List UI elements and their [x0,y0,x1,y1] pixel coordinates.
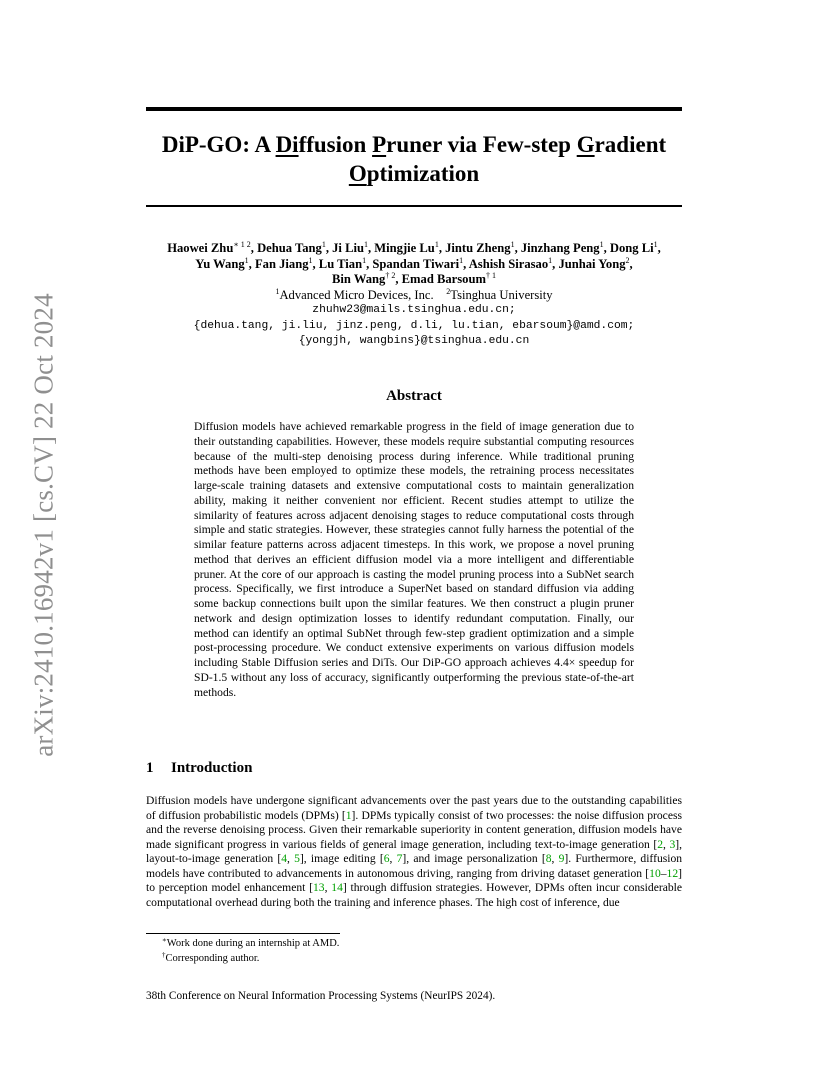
title-underlined-3: G [576,132,595,157]
citation-link[interactable]: 8 [545,852,552,866]
email-line-1[interactable]: zhuhw23@mails.tsinghua.edu.cn; [312,304,516,316]
author-name: Ashish Sirasao [468,256,549,271]
author-affiliation-mark: 1 [308,255,313,265]
footnotes [146,936,339,966]
footnote-rule [146,933,340,934]
citation-link[interactable]: 5 [294,852,300,866]
citation-link[interactable]: 14 [331,881,343,895]
author-block [120,241,708,350]
title-bottom-rule [146,205,682,207]
footnote-mark: † [162,951,166,959]
intro-text: ], and image personalization [ [402,852,546,866]
title-underlined-2: P [372,132,387,157]
author-affiliation-mark: 1 [321,240,326,249]
title-text-1: DiP-GO: A [161,132,276,157]
author-affiliation-mark: 1 [599,240,604,249]
section-heading-introduction [146,760,252,777]
author-affiliation-mark: 1 [434,240,439,249]
intro-text: , [287,852,295,866]
title-text-4: radient [594,132,667,157]
author-name: Ji Liu [332,241,364,255]
section-title: Introduction [171,760,253,776]
citation-link[interactable]: 7 [396,852,403,866]
footnote-mark: ∗ [162,936,167,944]
author-name: Mingjie Lu [374,241,435,255]
footnote [146,936,339,951]
author-name: Lu Tian [318,256,363,271]
intro-text: , [389,852,397,866]
author-affiliation-mark: 1 [363,240,368,249]
citation-link[interactable]: 2 [657,837,663,851]
author-name: Haowei Zhu [167,241,234,255]
author-affiliation-mark: 1 [548,255,553,265]
author-line-1: Haowei Zhu$^{∗ 1 2}$, Dehua Tang$^1$, Ji Liu$^1$, Mingjie Lu$^1$, Jintu Zheng$^1$, Jinzhang Peng$^1$, Dong Li$^1$, [167,240,661,255]
author-name: Jinzhang Peng [520,241,600,255]
abstract-heading: Abstract [386,388,442,404]
affiliation-2-mark: 2 [446,286,451,296]
author-name: Spandan Tiwari [372,256,460,271]
citation-link[interactable]: 3 [669,837,676,851]
title-text-3: runer via Few-step [386,132,577,157]
affiliation-1-mark: 1 [275,286,280,296]
citation-link[interactable]: 9 [558,852,565,866]
intro-text: ] through diffusion strategies. However, DPMs often incur considerable computational overhead during both the training and inference phases. The high cost of inference, due [146,881,683,909]
intro-text: , [551,852,559,866]
citation-link[interactable]: 1 [345,808,352,822]
venue-footer: 38th Conference on Neural Information Processing Systems (NeurIPS 2024). [146,990,496,1002]
email-line-2[interactable]: {dehua.tang, ji.liu, jinz.peng, d.li, lu.tian, ebarsoum}@amd.com; [193,319,635,332]
citation-link[interactable]: 12 [666,866,679,880]
footnote-text: Work done during an internship at AMD. [166,938,340,949]
email-line-3[interactable]: {yongjh, wangbins}@tsinghua.edu.cn [298,335,530,347]
section-number: 1 [146,760,154,776]
author-affiliation-mark: † 2 [385,271,396,280]
author-name: Junhai Yong [558,256,626,271]
affiliation-2: Tsinghua University [450,287,553,302]
title-top-rule [146,107,682,111]
intro-text: ], layout-to-image generation [ [146,837,682,866]
author-name: Emad Barsoum [401,272,486,286]
author-name: Fan Jiang [254,256,309,271]
affiliation-1: Advanced Micro Devices, Inc. [279,287,434,302]
citation-link[interactable]: 6 [383,852,390,866]
author-affiliation-mark: 1 [653,240,658,249]
author-name: Jintu Zheng [445,241,511,255]
citation-link[interactable]: 4 [281,852,288,866]
intro-text: ]. Furthermore, diffusion models have contributed to advancements in autonomous driving, ranging from driving dataset generation [ [146,852,683,880]
title-text-2: ffusion [298,132,373,157]
author-affiliation-mark: 2 [625,255,630,265]
author-name: Dong Li [609,241,654,255]
title-underlined-1: Di [275,132,299,157]
arxiv-identifier-stamp: arXiv:2410.16942v1 [cs.CV] 22 Oct 2024 [28,293,59,757]
author-line-3: Bin Wang$^{\dagger 2}$, Emad Barsoum$^{\dagger 1}$ [332,271,496,286]
author-line-2: Yu Wang$^1$, Fan Jiang$^1$, Lu Tian$^1$, Spandan Tiwari$^1$, Ashish Sirasao$^1$, Junhai Yong$^2$, [195,255,633,271]
author-affiliation-mark: 1 [362,255,367,265]
author-affiliation-mark: ∗ 1 2 [233,240,251,249]
author-affiliation-mark: 1 [244,255,249,265]
author-name: Yu Wang [195,256,245,271]
intro-text: , [324,881,332,895]
intro-text: Diffusion models have undergone significant advancements over the past years due to the outstanding capabilities of diffusion probabilistic models (DPMs) [ [146,794,682,822]
affiliations [120,288,708,304]
footnote-text: Corresponding author. [165,953,260,964]
title-underlined-4: O [348,161,367,186]
introduction-paragraph [146,794,682,910]
author-affiliation-mark: † 1 [485,271,496,280]
paper-title [146,130,682,188]
author-name: Bin Wang [332,272,386,286]
citation-link[interactable]: 10 [649,866,661,880]
footnote [146,951,339,966]
citation-link[interactable]: 13 [313,881,325,895]
title-text-5: ptimization [366,161,480,186]
author-affiliation-mark: 1 [510,240,515,249]
author-affiliation-mark: 1 [459,255,464,265]
intro-text: – [660,866,667,880]
intro-text: ] to perception model enhancement [ [146,866,682,895]
abstract-body: Diffusion models have achieved remarkable progress in the field of image generation due to their outstanding capabilities. However, these models require substantial computing resources because of the multi-step denoising process during inference. While traditional pruning methods have been employed to optimize these models, the retraining process necessitates large-scale training datasets and extensive computational costs to maintain generalization ability, making it neither convenient nor efficient. Recent studies attempt to utilize the similarity of features across adjacent denoising stages to reduce computational costs through simple and static strategies. However, these strategies cannot fully harness the potential of the similar feature patterns across adjacent timesteps. In this work, we propose a novel pruning method that derives an efficient diffusion model via a more intelligent and differentiable pruner. At the core of our approach is casting the model pruning process into a SubNet search process. Specifically, we first introduce a SuperNet based on standard diffusion via adding some backup connections built upon the similar features. We then construct a plugin pruner network and design optimization losses to identify redundant computation. Finally, our method can identify an optimal SubNet through few-step gradient optimization and a simple post-processing procedure. We conduct extensive experiments on various diffusion models including Stable Diffusion series and DiTs. Our DiP-GO approach achieves 4.4× speedup for SD-1.5 without any loss of accuracy, significantly outperforming the previous state-of-the-art methods. [194,420,634,699]
intro-text: ], image editing [ [299,852,384,866]
author-name: Dehua Tang [257,241,322,255]
intro-text: , [663,837,670,851]
intro-text: ]. DPMs typically consist of two processes: the noise diffusion process and the reverse denoising process. Given their remarkable superiority in content generation, diffusion models have made significant progress in various fields of general image generation, including text-to-image generation [ [146,808,682,851]
